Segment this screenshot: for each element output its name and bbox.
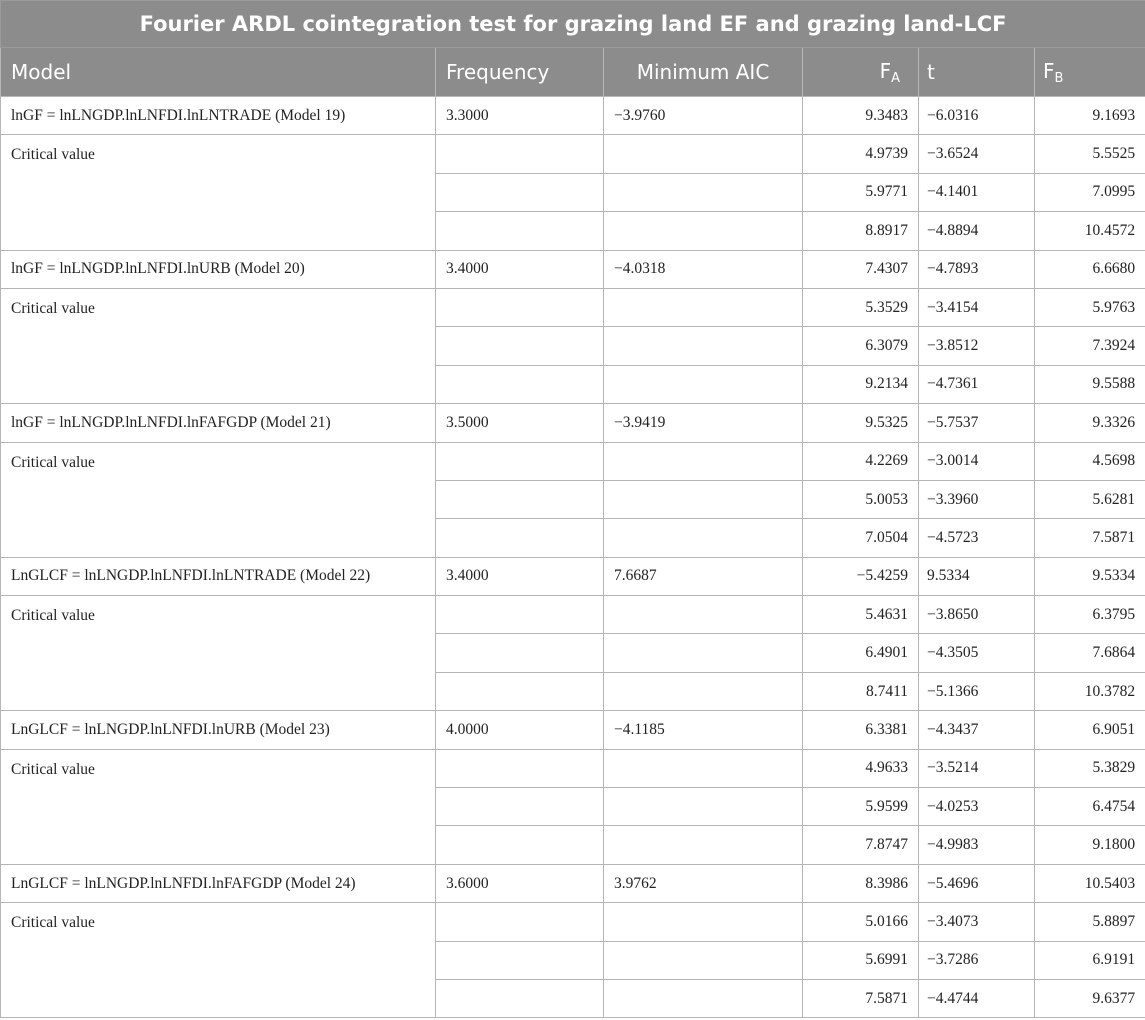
critical-fa-value: 5.4631: [803, 596, 919, 634]
fb-value: 6.6680: [1035, 250, 1145, 288]
frequency-value: 3.4000: [436, 557, 604, 595]
critical-aic-empty: [604, 365, 803, 403]
model-name: lnGF = lnLNGDP.lnLNFDI.lnURB (Model 20): [1, 250, 436, 288]
min-aic-value: 3.9762: [604, 864, 803, 902]
critical-frequency-empty: [436, 596, 604, 634]
model-row: [1, 864, 1145, 902]
min-aic-value: −4.1185: [604, 711, 803, 749]
critical-t-value: −3.5214: [919, 749, 1035, 787]
fb-value: 9.1693: [1035, 97, 1145, 135]
fa-value: 6.3381: [803, 711, 919, 749]
critical-aic-empty: [604, 288, 803, 326]
critical-t-value: −4.3505: [919, 634, 1035, 672]
critical-t-value: −4.9983: [919, 826, 1035, 864]
critical-fa-value: 5.0166: [803, 903, 919, 941]
critical-value-row: [1, 288, 1145, 326]
critical-fb-value: 9.6377: [1035, 979, 1145, 1017]
fb-value: 10.5403: [1035, 864, 1145, 902]
critical-fb-value: 7.5871: [1035, 519, 1145, 557]
fb-value: 9.3326: [1035, 404, 1145, 442]
model-row: [1, 404, 1145, 442]
critical-fb-value: 7.3924: [1035, 327, 1145, 365]
critical-t-value: −3.3960: [919, 480, 1035, 518]
model-name: LnGLCF = lnLNGDP.lnLNFDI.lnURB (Model 23): [1, 711, 436, 749]
table-header-row: [1, 48, 1145, 97]
critical-aic-empty: [604, 519, 803, 557]
critical-frequency-empty: [436, 519, 604, 557]
critical-t-value: −3.8650: [919, 596, 1035, 634]
critical-t-value: −4.1401: [919, 173, 1035, 211]
critical-fb-value: 5.9763: [1035, 288, 1145, 326]
frequency-value: 3.4000: [436, 250, 604, 288]
critical-fa-value: 5.9771: [803, 173, 919, 211]
critical-aic-empty: [604, 788, 803, 826]
critical-fb-value: 9.5588: [1035, 365, 1145, 403]
critical-t-value: −3.0014: [919, 442, 1035, 480]
fa-value: −5.4259: [803, 557, 919, 595]
fa-value: 9.5325: [803, 404, 919, 442]
critical-value-row: [1, 596, 1145, 634]
critical-fa-value: 5.9599: [803, 788, 919, 826]
model-name: LnGLCF = lnLNGDP.lnLNFDI.lnLNTRADE (Model 22): [1, 557, 436, 595]
critical-fb-value: 5.8897: [1035, 903, 1145, 941]
model-name: lnGF = lnLNGDP.lnLNFDI.lnLNTRADE (Model 19): [1, 97, 436, 135]
critical-frequency-empty: [436, 365, 604, 403]
critical-fb-value: 7.6864: [1035, 634, 1145, 672]
critical-fa-value: 6.4901: [803, 634, 919, 672]
critical-aic-empty: [604, 442, 803, 480]
critical-frequency-empty: [436, 826, 604, 864]
critical-fb-value: 5.6281: [1035, 480, 1145, 518]
critical-fa-value: 4.9633: [803, 749, 919, 787]
critical-fa-value: 7.5871: [803, 979, 919, 1017]
min-aic-value: −3.9760: [604, 97, 803, 135]
fa-value: 8.3986: [803, 864, 919, 902]
header-frequency: Frequency: [436, 48, 604, 97]
fa-value: 7.4307: [803, 250, 919, 288]
critical-aic-empty: [604, 903, 803, 941]
critical-fb-value: 6.9191: [1035, 941, 1145, 979]
critical-t-value: −3.8512: [919, 327, 1035, 365]
critical-fa-value: 4.2269: [803, 442, 919, 480]
min-aic-value: 7.6687: [604, 557, 803, 595]
t-value: −4.7893: [919, 250, 1035, 288]
critical-fb-value: 10.4572: [1035, 212, 1145, 250]
critical-frequency-empty: [436, 749, 604, 787]
header-fb-main: F: [1043, 58, 1055, 83]
critical-aic-empty: [604, 941, 803, 979]
critical-fa-value: 5.0053: [803, 480, 919, 518]
critical-frequency-empty: [436, 135, 604, 173]
critical-value-row: [1, 135, 1145, 173]
frequency-value: 3.6000: [436, 864, 604, 902]
critical-t-value: −3.6524: [919, 135, 1035, 173]
critical-fb-value: 6.3795: [1035, 596, 1145, 634]
critical-t-value: −4.5723: [919, 519, 1035, 557]
critical-frequency-empty: [436, 442, 604, 480]
critical-t-value: −3.7286: [919, 941, 1035, 979]
critical-fa-value: 9.2134: [803, 365, 919, 403]
critical-fa-value: 4.9739: [803, 135, 919, 173]
critical-frequency-empty: [436, 672, 604, 710]
critical-aic-empty: [604, 212, 803, 250]
critical-aic-empty: [604, 596, 803, 634]
critical-value-label: Critical value: [1, 749, 436, 864]
critical-aic-empty: [604, 327, 803, 365]
t-value: −4.3437: [919, 711, 1035, 749]
critical-t-value: −4.4744: [919, 979, 1035, 1017]
critical-frequency-empty: [436, 903, 604, 941]
critical-frequency-empty: [436, 173, 604, 211]
critical-fa-value: 5.3529: [803, 288, 919, 326]
table-body: [1, 97, 1145, 1018]
critical-aic-empty: [604, 634, 803, 672]
fa-value: 9.3483: [803, 97, 919, 135]
critical-value-row: [1, 903, 1145, 941]
critical-fb-value: 5.5525: [1035, 135, 1145, 173]
critical-fb-value: 4.5698: [1035, 442, 1145, 480]
min-aic-value: −3.9419: [604, 404, 803, 442]
model-row: [1, 711, 1145, 749]
critical-value-label: Critical value: [1, 903, 436, 1018]
critical-aic-empty: [604, 480, 803, 518]
critical-fb-value: 5.3829: [1035, 749, 1145, 787]
t-value: −6.0316: [919, 97, 1035, 135]
model-row: [1, 250, 1145, 288]
model-name: lnGF = lnLNGDP.lnLNFDI.lnFAFGDP (Model 21): [1, 404, 436, 442]
t-value: −5.7537: [919, 404, 1035, 442]
critical-value-label: Critical value: [1, 442, 436, 557]
header-fa-sub: A: [891, 70, 900, 86]
critical-fa-value: 8.8917: [803, 212, 919, 250]
critical-value-row: [1, 749, 1145, 787]
critical-aic-empty: [604, 672, 803, 710]
critical-t-value: −3.4073: [919, 903, 1035, 941]
min-aic-value: −4.0318: [604, 250, 803, 288]
model-row: [1, 97, 1145, 135]
critical-frequency-empty: [436, 327, 604, 365]
model-row: [1, 557, 1145, 595]
header-model: Model: [1, 48, 436, 97]
model-name: LnGLCF = lnLNGDP.lnLNFDI.lnFAFGDP (Model 24): [1, 864, 436, 902]
critical-aic-empty: [604, 979, 803, 1017]
critical-frequency-empty: [436, 288, 604, 326]
header-fb: [1035, 48, 1145, 97]
frequency-value: 4.0000: [436, 711, 604, 749]
critical-fa-value: 7.8747: [803, 826, 919, 864]
critical-value-row: [1, 442, 1145, 480]
critical-aic-empty: [604, 826, 803, 864]
critical-fb-value: 6.4754: [1035, 788, 1145, 826]
critical-t-value: −5.1366: [919, 672, 1035, 710]
critical-aic-empty: [604, 749, 803, 787]
frequency-value: 3.3000: [436, 97, 604, 135]
critical-frequency-empty: [436, 634, 604, 672]
critical-frequency-empty: [436, 480, 604, 518]
critical-fb-value: 7.0995: [1035, 173, 1145, 211]
critical-value-label: Critical value: [1, 135, 436, 250]
header-fa: [803, 48, 919, 97]
critical-fb-value: 10.3782: [1035, 672, 1145, 710]
critical-aic-empty: [604, 173, 803, 211]
critical-fa-value: 6.3079: [803, 327, 919, 365]
critical-frequency-empty: [436, 941, 604, 979]
frequency-value: 3.5000: [436, 404, 604, 442]
critical-frequency-empty: [436, 212, 604, 250]
critical-fb-value: 9.1800: [1035, 826, 1145, 864]
critical-value-label: Critical value: [1, 288, 436, 403]
critical-frequency-empty: [436, 979, 604, 1017]
critical-aic-empty: [604, 135, 803, 173]
critical-t-value: −4.0253: [919, 788, 1035, 826]
critical-value-label: Critical value: [1, 596, 436, 711]
critical-t-value: −3.4154: [919, 288, 1035, 326]
critical-fa-value: 7.0504: [803, 519, 919, 557]
t-value: 9.5334: [919, 557, 1035, 595]
table-title: Fourier ARDL cointegration test for grazing land EF and grazing land-LCF: [1, 1, 1145, 48]
critical-t-value: −4.7361: [919, 365, 1035, 403]
header-t: t: [919, 48, 1035, 97]
critical-frequency-empty: [436, 788, 604, 826]
header-fb-sub: B: [1054, 70, 1064, 86]
critical-t-value: −4.8894: [919, 212, 1035, 250]
t-value: −5.4696: [919, 864, 1035, 902]
header-minimum-aic: Minimum AIC: [604, 48, 803, 97]
critical-fa-value: 8.7411: [803, 672, 919, 710]
critical-fa-value: 5.6991: [803, 941, 919, 979]
header-fa-main: F: [879, 58, 892, 83]
fb-value: 9.5334: [1035, 557, 1145, 595]
fb-value: 6.9051: [1035, 711, 1145, 749]
